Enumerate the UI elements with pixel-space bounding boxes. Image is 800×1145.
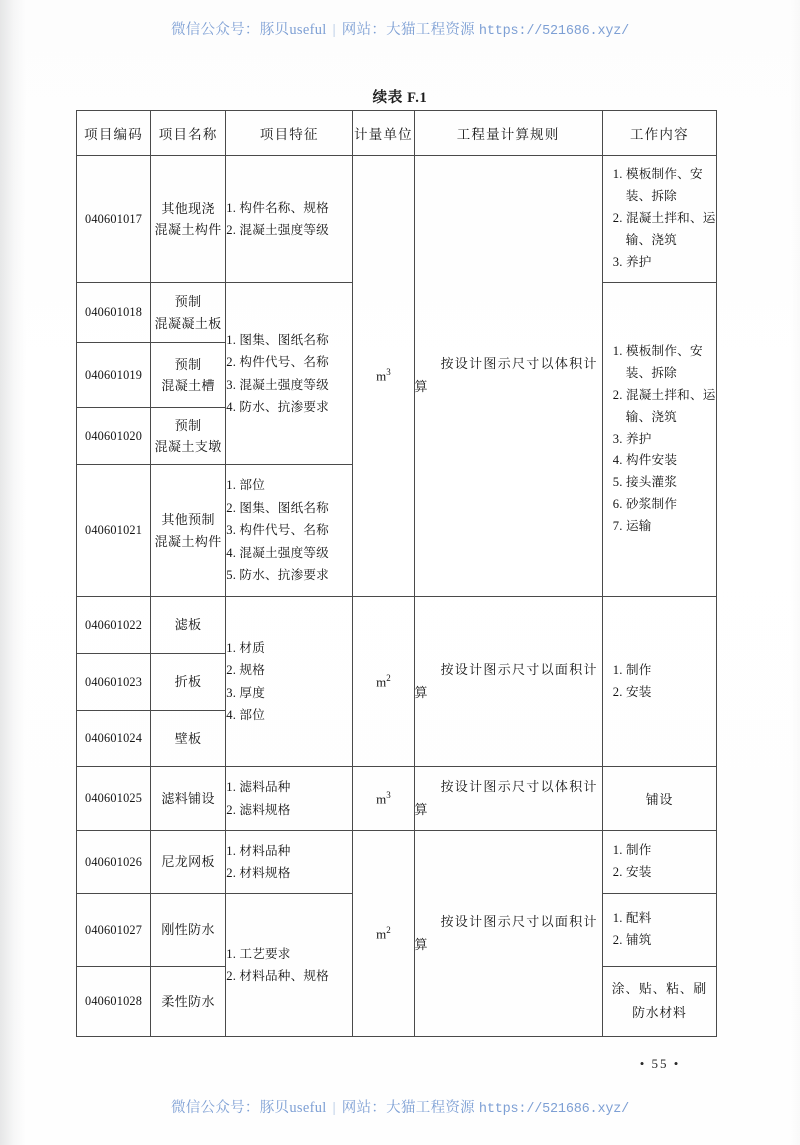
- work-item: 防水材料: [632, 1005, 687, 1020]
- item-name-line: 混凝凝土板: [154, 315, 222, 331]
- item-name-line: 柔性防水: [161, 993, 215, 1009]
- cell-rule: 按设计图示尺寸以面积计算: [414, 597, 602, 767]
- feature-item: 2. 图集、图纸名称: [226, 500, 329, 515]
- cell-code: 040601023: [77, 654, 151, 711]
- cell-features: [226, 767, 353, 831]
- feature-item: 3. 混凝土强度等级: [226, 377, 329, 392]
- item-name-line: 其他预制: [161, 512, 215, 528]
- item-name-line: 混凝土构件: [154, 222, 222, 237]
- work-item: 2. 安装: [612, 865, 652, 879]
- cell-code: 040601027: [77, 894, 151, 967]
- table-row: [77, 597, 717, 654]
- work-item: 1. 模板制作、安: [612, 343, 703, 358]
- feature-item: 4. 混凝土强度等级: [226, 545, 329, 560]
- column-header-name: 项目名称: [151, 111, 226, 156]
- cell-unit: $m^2$: [353, 831, 414, 1037]
- item-name-line: 预制: [174, 417, 202, 433]
- watermark-url: https://521686.xyz/: [478, 24, 630, 39]
- feature-item: 3. 厚度: [226, 685, 265, 700]
- cell-unit: $m^2$: [353, 597, 414, 767]
- cell-unit: $m^3$: [353, 767, 414, 831]
- cell-item-name: [151, 156, 226, 283]
- work-item: 2. 安装: [612, 684, 652, 699]
- cell-item-name: [151, 465, 226, 597]
- column-header-features: 项目特征: [226, 111, 353, 156]
- work-item: 2. 混凝土拌和、运: [612, 387, 716, 402]
- scan-edge-shadow: [0, 0, 26, 1145]
- feature-item: 1. 材质: [226, 640, 265, 655]
- feature-item: 3. 构件代号、名称: [226, 523, 329, 538]
- work-item: 7. 运输: [612, 519, 652, 534]
- item-name-line: 其他现浇: [161, 200, 215, 216]
- watermark-site-label: 网站：大猫工程资源: [341, 1100, 475, 1116]
- watermark-separator: |: [332, 1100, 336, 1116]
- watermark-header: [0, 18, 800, 39]
- item-name-line: 混凝土槽: [161, 378, 215, 393]
- cell-code: 040601018: [77, 283, 151, 343]
- item-name-line: 混凝土构件: [154, 533, 222, 549]
- cell-code: 040601021: [77, 465, 151, 597]
- work-item: 涂、贴、粘、刷: [611, 982, 707, 997]
- cell-code: 040601028: [77, 967, 151, 1037]
- item-name-line: 壁板: [174, 730, 202, 746]
- feature-item: 4. 防水、抗渗要求: [226, 399, 329, 414]
- watermark-wechat-label: 微信公众号：豚贝useful: [170, 22, 327, 38]
- item-name-line: 刚性防水: [161, 922, 215, 938]
- table-row: [77, 831, 717, 894]
- cell-work-content: [602, 156, 716, 283]
- cell-item-name: [151, 343, 226, 408]
- work-item: 5. 接头灌浆: [612, 475, 678, 490]
- watermark-footer: [0, 1096, 800, 1117]
- table-row: [77, 156, 717, 283]
- cell-rule: 按设计图示尺寸以体积计算: [414, 767, 602, 831]
- page-title: 续表 F.1: [372, 90, 428, 106]
- watermark-url: https://521686.xyz/: [478, 1102, 630, 1117]
- feature-item: 2. 规格: [226, 663, 265, 678]
- feature-item: 5. 防水、抗渗要求: [226, 568, 329, 583]
- cell-code: 040601019: [77, 343, 151, 408]
- feature-item: 2. 混凝土强度等级: [226, 223, 329, 237]
- column-header-work: 工作内容: [602, 111, 716, 156]
- cell-work-content: [602, 967, 716, 1037]
- feature-item: 1. 图集、图纸名称: [226, 332, 329, 347]
- work-item: 4. 构件安装: [612, 453, 678, 468]
- item-name-line: 预制: [174, 294, 202, 310]
- work-item: 1. 制作: [612, 662, 652, 677]
- item-code: 040601017: [84, 211, 143, 226]
- cell-code: 040601026: [77, 831, 151, 894]
- work-item: 输、浇筑: [625, 232, 677, 247]
- cell-work-content: [602, 894, 716, 967]
- cell-code: 040601024: [77, 711, 151, 767]
- item-name-line: 折板: [174, 674, 202, 690]
- cell-features: [226, 831, 353, 894]
- cell-features: [226, 465, 353, 597]
- cell-item-name: [151, 967, 226, 1037]
- feature-item: 1. 构件名称、规格: [226, 200, 329, 215]
- cell-item-name: [151, 711, 226, 767]
- feature-item: 1. 材料品种: [226, 843, 291, 858]
- feature-item: 2. 材料品种、规格: [226, 969, 329, 983]
- work-item: 1. 制作: [612, 843, 652, 858]
- cell-item-name: [151, 408, 226, 465]
- spec-table-container: [76, 110, 717, 1037]
- column-header-unit: 计量单位: [353, 111, 414, 156]
- item-name-line: 滤料铺设: [161, 790, 215, 806]
- watermark-separator: |: [332, 22, 336, 38]
- cell-features: [226, 894, 353, 1037]
- cell-unit: $m^3$: [353, 156, 414, 597]
- cell-code: 040601025: [77, 767, 151, 831]
- work-item: 1. 模板制作、安: [612, 167, 703, 182]
- feature-item: 1. 部位: [226, 478, 265, 493]
- cell-item-name: [151, 767, 226, 831]
- work-item: 3. 养护: [612, 431, 652, 446]
- watermark-site-label: 网站：大猫工程资源: [341, 22, 475, 38]
- cell-rule: 按设计图示尺寸以面积计算: [414, 831, 602, 1037]
- cell-features: [226, 156, 353, 283]
- work-item: 3. 养护: [612, 254, 652, 269]
- column-header-code: 项目编码: [77, 111, 151, 156]
- cell-item-name: [151, 831, 226, 894]
- work-item: 装、拆除: [625, 189, 677, 204]
- item-name-line: 尼龙网板: [161, 854, 215, 870]
- feature-item: 1. 滤料品种: [226, 780, 291, 795]
- cell-features: [226, 283, 353, 465]
- spec-table: [76, 110, 717, 1037]
- work-item: 装、拆除: [625, 365, 677, 380]
- work-item: 6. 砂浆制作: [612, 497, 678, 512]
- feature-item: 2. 材料规格: [226, 866, 291, 880]
- cell-work-content: 铺设: [602, 767, 716, 831]
- feature-item: 2. 构件代号、名称: [226, 355, 329, 370]
- cell-item-name: [151, 597, 226, 654]
- item-name-line: 滤板: [174, 617, 202, 633]
- cell-code: 040601020: [77, 408, 151, 465]
- item-name-line: 预制: [174, 356, 202, 372]
- cell-code: 040601022: [77, 597, 151, 654]
- column-header-rule: 工程量计算规则: [414, 111, 602, 156]
- cell-work-content: [602, 597, 716, 767]
- table-row: [77, 767, 717, 831]
- watermark-wechat-label: 微信公众号：豚贝useful: [170, 1100, 327, 1116]
- cell-features: [226, 597, 353, 767]
- table-header-row: [77, 111, 717, 156]
- cell-rule: 按设计图示尺寸以体积计算: [414, 156, 602, 597]
- work-item: 1. 配料: [612, 911, 652, 926]
- feature-item: 4. 部位: [226, 707, 265, 722]
- page-number: • 55 •: [639, 1056, 681, 1071]
- feature-item: 1. 工艺要求: [226, 946, 291, 961]
- feature-item: 2. 滤料规格: [226, 802, 291, 817]
- work-item: 输、浇筑: [625, 409, 677, 424]
- cell-item-name: [151, 894, 226, 967]
- cell-code: [77, 156, 151, 283]
- cell-work-content: [602, 283, 716, 597]
- work-item: 2. 铺筑: [612, 933, 652, 947]
- cell-work-content: [602, 831, 716, 894]
- work-item: 2. 混凝土拌和、运: [612, 211, 716, 226]
- cell-item-name: [151, 283, 226, 343]
- cell-item-name: [151, 654, 226, 711]
- item-name-line: 混凝土支墩: [154, 439, 222, 454]
